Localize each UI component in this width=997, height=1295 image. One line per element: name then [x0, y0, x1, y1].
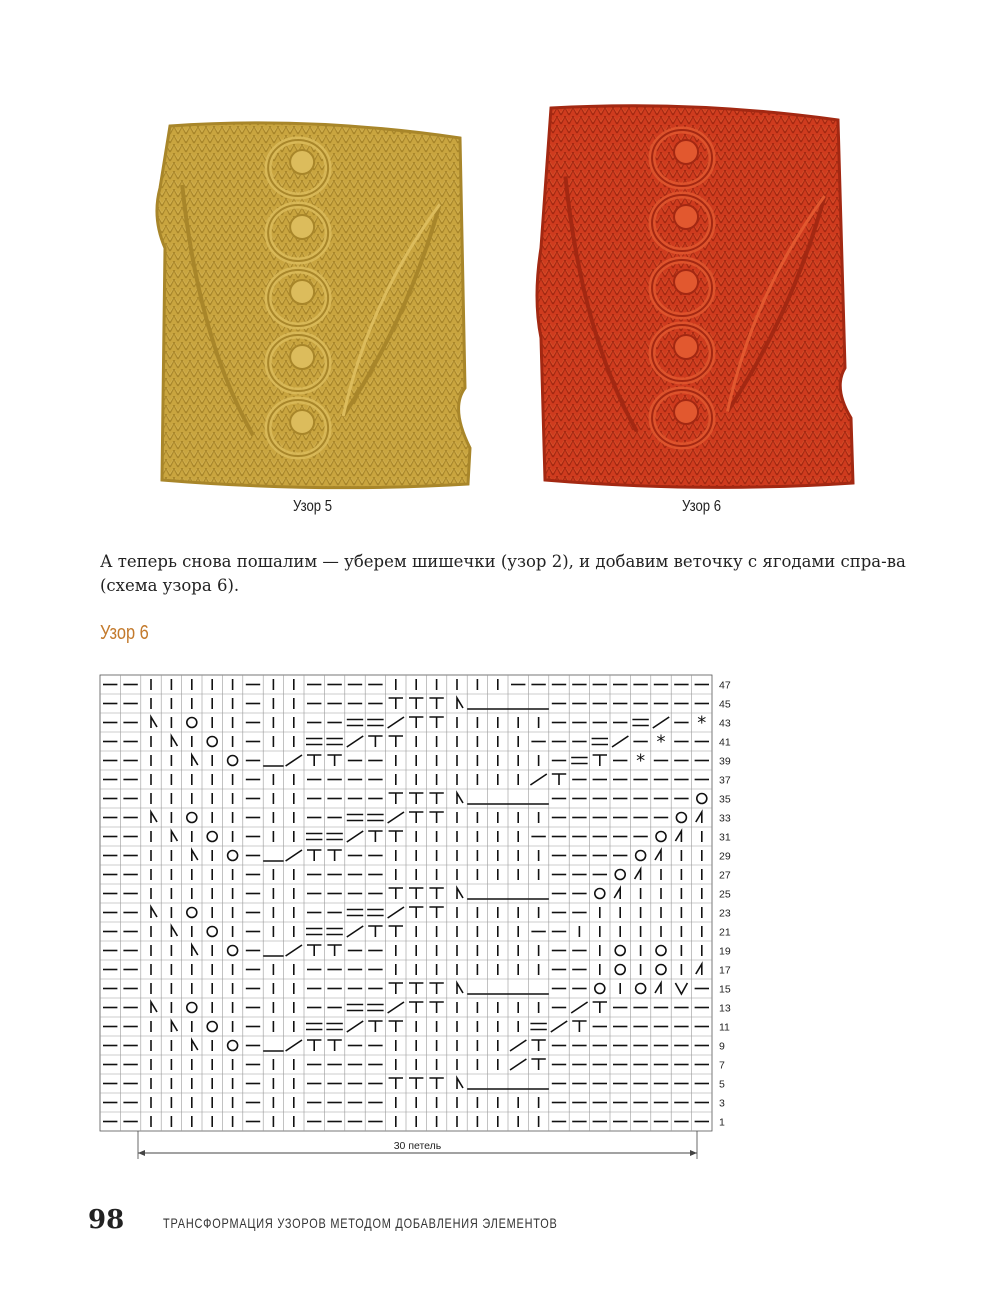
row-number-label: 39 [719, 755, 731, 768]
svg-text:*: * [697, 712, 707, 734]
swatch-caption-6: Узор 6 [682, 498, 722, 515]
row-number-label: 5 [719, 1078, 725, 1091]
row-number-label: 35 [719, 793, 731, 806]
svg-text:*: * [636, 750, 646, 772]
row-number-label: 45 [719, 698, 731, 711]
row-number-label: 31 [719, 831, 731, 844]
body-paragraph: А теперь снова пошалим — уберем шишечки (узор 2), и добавим веточку с ягодами спра-ва (схема узора 6). [100, 552, 906, 595]
row-number-label: 43 [719, 717, 731, 730]
running-head: ТРАНСФОРМАЦИЯ УЗОРОВ МЕТОДОМ ДОБАВЛЕНИЯ ЭЛЕМЕНТОВ [163, 1215, 558, 1231]
row-number-label: 15 [719, 983, 731, 996]
svg-text:*: * [656, 731, 666, 753]
row-number-label: 25 [719, 888, 731, 901]
row-number-label: 19 [719, 945, 731, 958]
knitted-fabric-image [150, 108, 472, 493]
row-number-label: 17 [719, 964, 731, 977]
knitting-chart [95, 670, 755, 1170]
row-number-label: 23 [719, 907, 731, 920]
knitted-fabric-image [533, 98, 857, 490]
row-number-label: 29 [719, 850, 731, 863]
row-number-label: 47 [719, 679, 731, 692]
row-number-label: 7 [719, 1059, 725, 1072]
row-number-label: 33 [719, 812, 731, 825]
row-number-label: 11 [719, 1021, 730, 1034]
section-title: Узор 6 [100, 622, 149, 644]
row-number-label: 27 [719, 869, 731, 882]
swatch-photo-pattern-6 [533, 98, 857, 490]
row-number-label: 41 [719, 736, 731, 749]
row-number-label: 3 [719, 1097, 725, 1110]
row-number-label: 13 [719, 1002, 731, 1015]
row-number-label: 37 [719, 774, 731, 787]
row-number-label: 21 [719, 926, 731, 939]
row-number-label: 1 [719, 1116, 725, 1129]
swatch-caption-5: Узор 5 [293, 498, 333, 515]
stitch-count-label: 30 петель [393, 1140, 442, 1152]
page-number: 98 [88, 1205, 125, 1235]
row-number-label: 9 [719, 1040, 725, 1053]
swatch-photo-pattern-5 [150, 108, 472, 493]
